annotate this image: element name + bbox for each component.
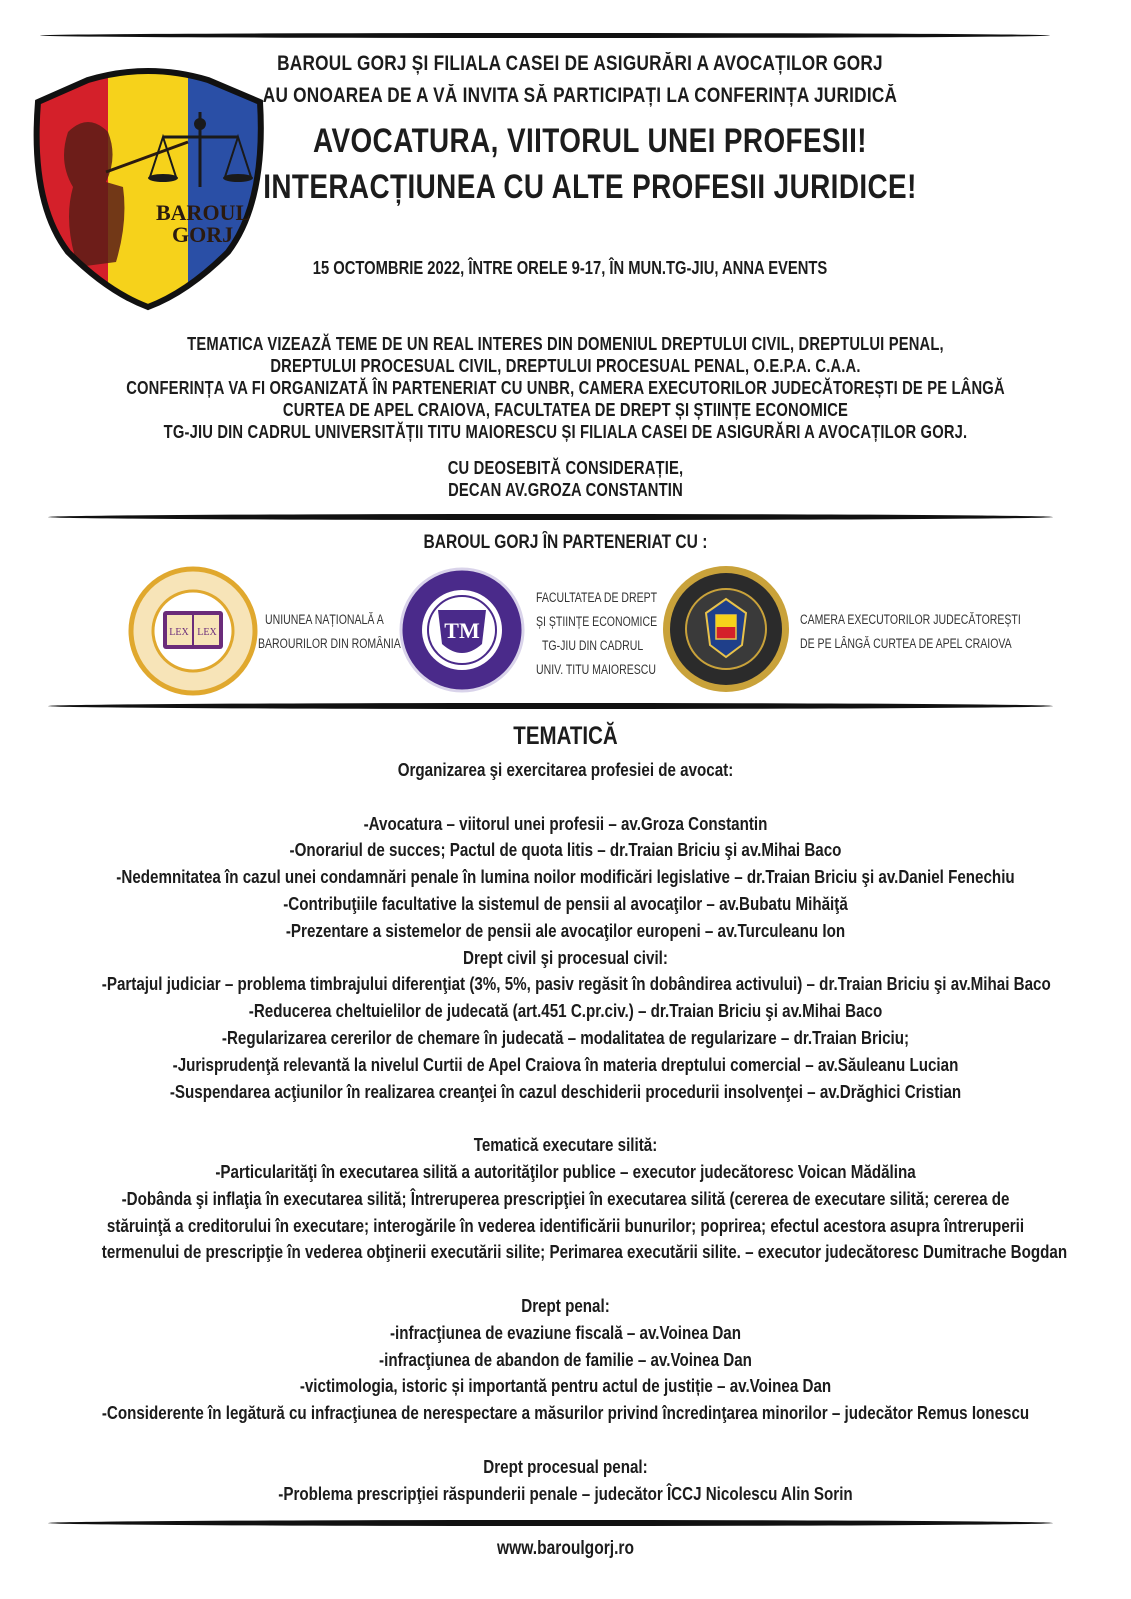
tematica-list [0, 757, 1131, 1507]
tematica-line [102, 784, 1029, 811]
tematica-line: -Onorariul de succes; Pactul de quota litis – dr.Traian Briciu şi av.Mihai Baco [289, 839, 842, 861]
svg-text:TM: TM [444, 618, 480, 643]
tematica-section-penal: Drept penal: [521, 1294, 610, 1316]
tematica-line: -Nedemnitatea în cazul unei condamnări penale în lumina noilor modificări legislative – dr.Traian Briciu şi av.Daniel Fenechiu [116, 866, 1015, 888]
tematica-spacer [102, 1105, 1029, 1132]
tematica-line: -Suspendarea acţiunilor în realizarea creanţei în cazul deschiderii procedurii insolvenţei – av.Drăghici Cristian [169, 1080, 962, 1102]
tematica-section-civil: Drept civil şi procesual civil: [463, 946, 668, 968]
conference-title-2: INTERACȚIUNEA CU ALTE PROFESII JURIDICE! [263, 168, 917, 206]
partners-top-divider [48, 514, 1053, 520]
tematica-line: -Considerente în legătură cu infracţiunea de nerespectare a măsurilor privind încredinţarea minorilor – judecător Remus Ionescu [101, 1402, 1030, 1424]
tematica-line: -infracţiunea de abandon de familie – av.Voinea Dan [379, 1348, 752, 1370]
top-divider [40, 33, 1050, 38]
intro-line-1: TEMATICA VIZEAZĂ TEME DE UN REAL INTERES DIN DOMENIUL DREPTULUI CIVIL, DREPTULUI PENAL, [187, 334, 944, 354]
conference-title-1: AVOCATURA, VIITORUL UNEI PROFESII! [312, 122, 868, 160]
utm-label-2: ȘI ȘTIINȚE ECONOMICE [536, 614, 658, 629]
intro-line-2: DREPTULUI PROCESUAL CIVIL, DREPTULUI PROCESUAL PENAL, O.E.P.A. C.A.A. [270, 356, 861, 376]
tematica-spacer [102, 1266, 1029, 1293]
intro-line-3: CONFERINȚA VA FI ORGANIZATĂ ÎN PARTENERIAT CU UNBR, CAMERA EXECUTORILOR JUDECĂTOREȘTI DE PE LÂNGĂ [126, 378, 1005, 398]
tematica-line: -Partajul judiciar – problema timbrajului diferenţiat (3%, 5%, pasiv regăsit în dobândirea activului) – dr.Traian Briciu şi av.Mihai Baco [101, 973, 1051, 995]
logo-text-gorj: GORJ [172, 222, 234, 247]
tematica-line: -Particularităţi în executarea silită a autorităţilor publice – executor judecătoresc Voican Mădălina [215, 1160, 916, 1182]
footer-website-link[interactable]: www.baroulgorj.ro [496, 1538, 635, 1559]
intro-line-5: TG-JIU DIN CADRUL UNIVERSITĂȚII TITU MAIORESCU ȘI FILIALA CASEI DE ASIGURĂRI A AVOCAȚILOR GORJ. [163, 422, 968, 442]
tematica-heading: TEMATICĂ [513, 722, 618, 750]
tematica-line: -Problema prescripţiei răspunderii penale – judecător ÎCCJ Nicolescu Alin Sorin [278, 1482, 853, 1504]
svg-text:LEX: LEX [169, 627, 189, 638]
unbr-label-2: BAROURILOR DIN ROMÂNIA [258, 636, 401, 651]
executori-label-2: DE PE LÂNGĂ CURTEA DE APEL CRAIOVA [800, 636, 1012, 651]
footer-divider [48, 1520, 1053, 1526]
executori-label-1: CAMERA EXECUTORILOR JUDECĂTOREȘTI [800, 612, 1021, 627]
tematica-line: -Jurisprudenţă relevantă la nivelul Curtii de Apel Craiova în materia dreptului comercial – av.Săuleanu Lucian [172, 1053, 959, 1075]
header-line-1: BAROUL GORJ ȘI FILIALA CASEI DE ASIGURĂRI A AVOCAȚILOR GORJ [277, 52, 883, 75]
tematica-line: -Dobânda şi inflaţia în executarea silită; Întreruperea prescripţiei în executarea silită (cererea de executare silită; cererea de [121, 1187, 1010, 1209]
signature-dean: DECAN AV.GROZA CONSTANTIN [448, 480, 683, 500]
utm-label-3: TG-JIU DIN CADRUL [542, 638, 644, 653]
signature-greeting: CU DEOSEBITĂ CONSIDERAȚIE, [447, 458, 684, 478]
event-date-location: 15 OCTOMBRIE 2022, ÎNTRE ORELE 9-17, ÎN MUN.TG-JIU, ANNA EVENTS [312, 258, 828, 278]
tematica-line: -Regularizarea cererilor de chemare în judecată – modalitatea de regularizare – dr.Traian Briciu; [221, 1026, 910, 1048]
tematica-line: -Prezentare a sistemelor de pensii ale avocaţilor europeni – av.Turculeanu Ion [285, 919, 846, 941]
tematica-line: stăruinţă a creditorului în executare; interogările în vederea identificării bunurilor; poprirea; efectul acestora asupra întreruperii [106, 1214, 1025, 1236]
tematica-section-executare: Tematică executare silită: [473, 1134, 658, 1156]
partners-heading: BAROUL GORJ ÎN PARTENERIAT CU : [423, 532, 708, 553]
tematica-line: -Contribuţiile facultative la sistemul de pensii al avocaţilor – av.Bubatu Mihăiţă [283, 892, 848, 914]
partners-bottom-divider [48, 703, 1053, 709]
tematica-line: termenului de prescripţie în vederea obţinerii executării silite; Perimarea executării silite. – executor judecătoresc Dumitrache Bogdan [101, 1241, 1068, 1263]
utm-label-4: UNIV. TITU MAIORESCU [536, 662, 656, 677]
tematica-section-procesual-penal: Drept procesual penal: [483, 1455, 648, 1477]
tematica-line: -Avocatura – viitorul unei profesii – av.Groza Constantin [363, 812, 768, 834]
utm-seal-icon [398, 566, 526, 694]
tematica-line: -Reducerea cheltuielilor de judecată (art.451 C.pr.civ.) – dr.Traian Briciu şi av.Mihai Baco [248, 1000, 883, 1022]
tematica-line: -infracţiunea de evaziune fiscală – av.Voinea Dan [389, 1321, 742, 1343]
tematica-spacer [102, 1427, 1029, 1454]
header-line-2: AU ONOAREA DE A VĂ INVITA SĂ PARTICIPAȚI LA CONFERINȚA JURIDICĂ [262, 84, 898, 107]
executori-seal-icon [660, 563, 792, 695]
utm-label-1: FACULTATEA DE DREPT [536, 590, 658, 605]
svg-text:LEX: LEX [197, 627, 217, 638]
intro-line-4: CURTEA DE APEL CRAIOVA, FACULTATEA DE DREPT ȘI ȘTIINȚE ECONOMICE [282, 400, 849, 420]
unbr-seal-icon [128, 566, 258, 696]
tematica-line: Organizarea şi exercitarea profesiei de avocat: [397, 759, 734, 780]
logo-text-baroul: BAROUL [156, 200, 251, 225]
tematica-line: -victimologia, istoric și importantă pentru actul de justiție – av.Voinea Dan [299, 1375, 832, 1397]
unbr-label-1: UNIUNEA NAȚIONALĂ A [265, 612, 384, 627]
